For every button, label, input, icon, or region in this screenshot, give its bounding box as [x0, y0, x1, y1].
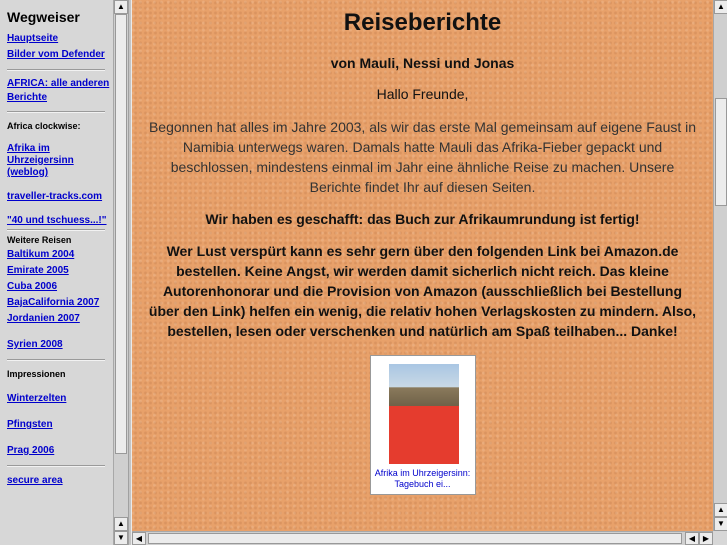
navigation-frame — [0, 0, 113, 545]
nav-link-weblog[interactable]: Afrika im Uhrzeigersinn (weblog) — [7, 143, 74, 178]
content-horizontal-scrollbar[interactable] — [132, 531, 713, 545]
nav-link-jordanien[interactable]: Jordanien 2007 — [7, 313, 80, 324]
scroll-up-arrow-icon[interactable]: ▲ — [114, 517, 128, 531]
nav-link-syrien[interactable]: Syrien 2008 — [7, 339, 63, 350]
book-caption-link[interactable]: Afrika im Uhrzeigersinn: Tagebuch ei... — [374, 468, 471, 489]
book-widget[interactable] — [370, 355, 476, 495]
nav-link-pfingsten[interactable]: Pfingsten — [7, 419, 53, 430]
scroll-right-arrow-icon[interactable]: ▶ — [699, 532, 713, 545]
scroll-down-arrow-icon[interactable]: ▼ — [114, 531, 128, 545]
nav-label-weitere-reisen: Weitere Reisen — [7, 235, 72, 245]
amazon-paragraph: Wer Lust verspürt kann es sehr gern über den folgenden Link bei Amazon.de bestellen. Keine Angst, wir werden damit sicherlich nicht reich. Das kleine Autorenhonorar und die Provision von Amazon (ausschließlich bei Bestellung über den Link) helfen ein wenig, die relativ hohen Verlagskosten zu mindern. Also, bestellen, lesen oder verschenken und natürlich am Spaß teilhaben... Danke! — [148, 243, 697, 339]
nav-label-africa-clockwise: Africa clockwise: — [7, 121, 81, 131]
nav-link-emirate[interactable]: Emirate 2005 — [7, 265, 69, 276]
scroll-left-arrow-icon[interactable]: ◀ — [685, 532, 699, 545]
content-hscroll-thumb[interactable] — [148, 533, 682, 544]
nav-divider — [7, 465, 105, 467]
nav-divider — [7, 69, 105, 71]
scrollbar-corner — [713, 531, 727, 545]
scroll-up-arrow-icon[interactable]: ▲ — [114, 0, 128, 14]
nav-divider — [7, 359, 105, 361]
nav-link-secure-area[interactable]: secure area — [7, 475, 63, 486]
page-subtitle: von Mauli, Nessi und Jonas — [330, 55, 515, 71]
nav-link-traveller-tracks[interactable]: traveller-tracks.com — [7, 191, 103, 202]
nav-link-winterzelten[interactable]: Winterzelten — [7, 393, 67, 404]
book-cover-image[interactable] — [389, 364, 459, 464]
nav-vertical-scrollbar[interactable] — [113, 0, 128, 545]
nav-link-bilder-defender[interactable]: Bilder vom Defender — [7, 49, 105, 60]
scroll-left-arrow-icon[interactable]: ◀ — [132, 532, 146, 545]
nav-scroll-thumb[interactable] — [115, 14, 127, 454]
nav-link-hauptseite[interactable]: Hauptseite — [7, 33, 59, 44]
nav-divider — [7, 229, 105, 231]
nav-divider — [7, 111, 105, 113]
content-scroll-thumb[interactable] — [715, 98, 727, 206]
book-announcement: Wir haben es geschafft: das Buch zur Afrikaumrundung ist fertig! — [205, 211, 640, 227]
content-vertical-scrollbar[interactable] — [713, 0, 727, 531]
nav-link-baltikum[interactable]: Baltikum 2004 — [7, 249, 75, 260]
nav-link-bajacalifornia[interactable]: BajaCalifornia 2007 — [7, 297, 100, 308]
nav-title: Wegweiser — [7, 9, 80, 25]
intro-paragraph: Begonnen hat alles im Jahre 2003, als wir das erste Mal gemeinsam auf eigene Faust in Namibia unterwegs waren. Damals hatte Mauli das Afrika-Fieber gepackt und beschlossen, mindestens einmal im Jahr eine ähnliche Reise zu machen. Unsere Berichte findet Ihr auf diesen Seiten. — [148, 119, 697, 195]
nav-link-cuba[interactable]: Cuba 2006 — [7, 281, 58, 292]
greeting-text: Hallo Freunde, — [376, 86, 469, 102]
scroll-up-arrow-icon[interactable]: ▲ — [714, 503, 727, 517]
nav-link-africa-other[interactable]: AFRICA: alle anderen Berichte — [7, 78, 110, 103]
nav-link-prag[interactable]: Prag 2006 — [7, 445, 55, 456]
nav-link-40-und-tschuess[interactable]: "40 und tschuess...!" — [7, 215, 107, 226]
page-title: Reiseberichte — [343, 9, 502, 36]
nav-label-impressionen: Impressionen — [7, 369, 66, 379]
cover-photo — [389, 364, 459, 406]
scroll-down-arrow-icon[interactable]: ▼ — [714, 517, 727, 531]
scroll-up-arrow-icon[interactable]: ▲ — [714, 0, 727, 14]
content-frame — [132, 0, 713, 531]
